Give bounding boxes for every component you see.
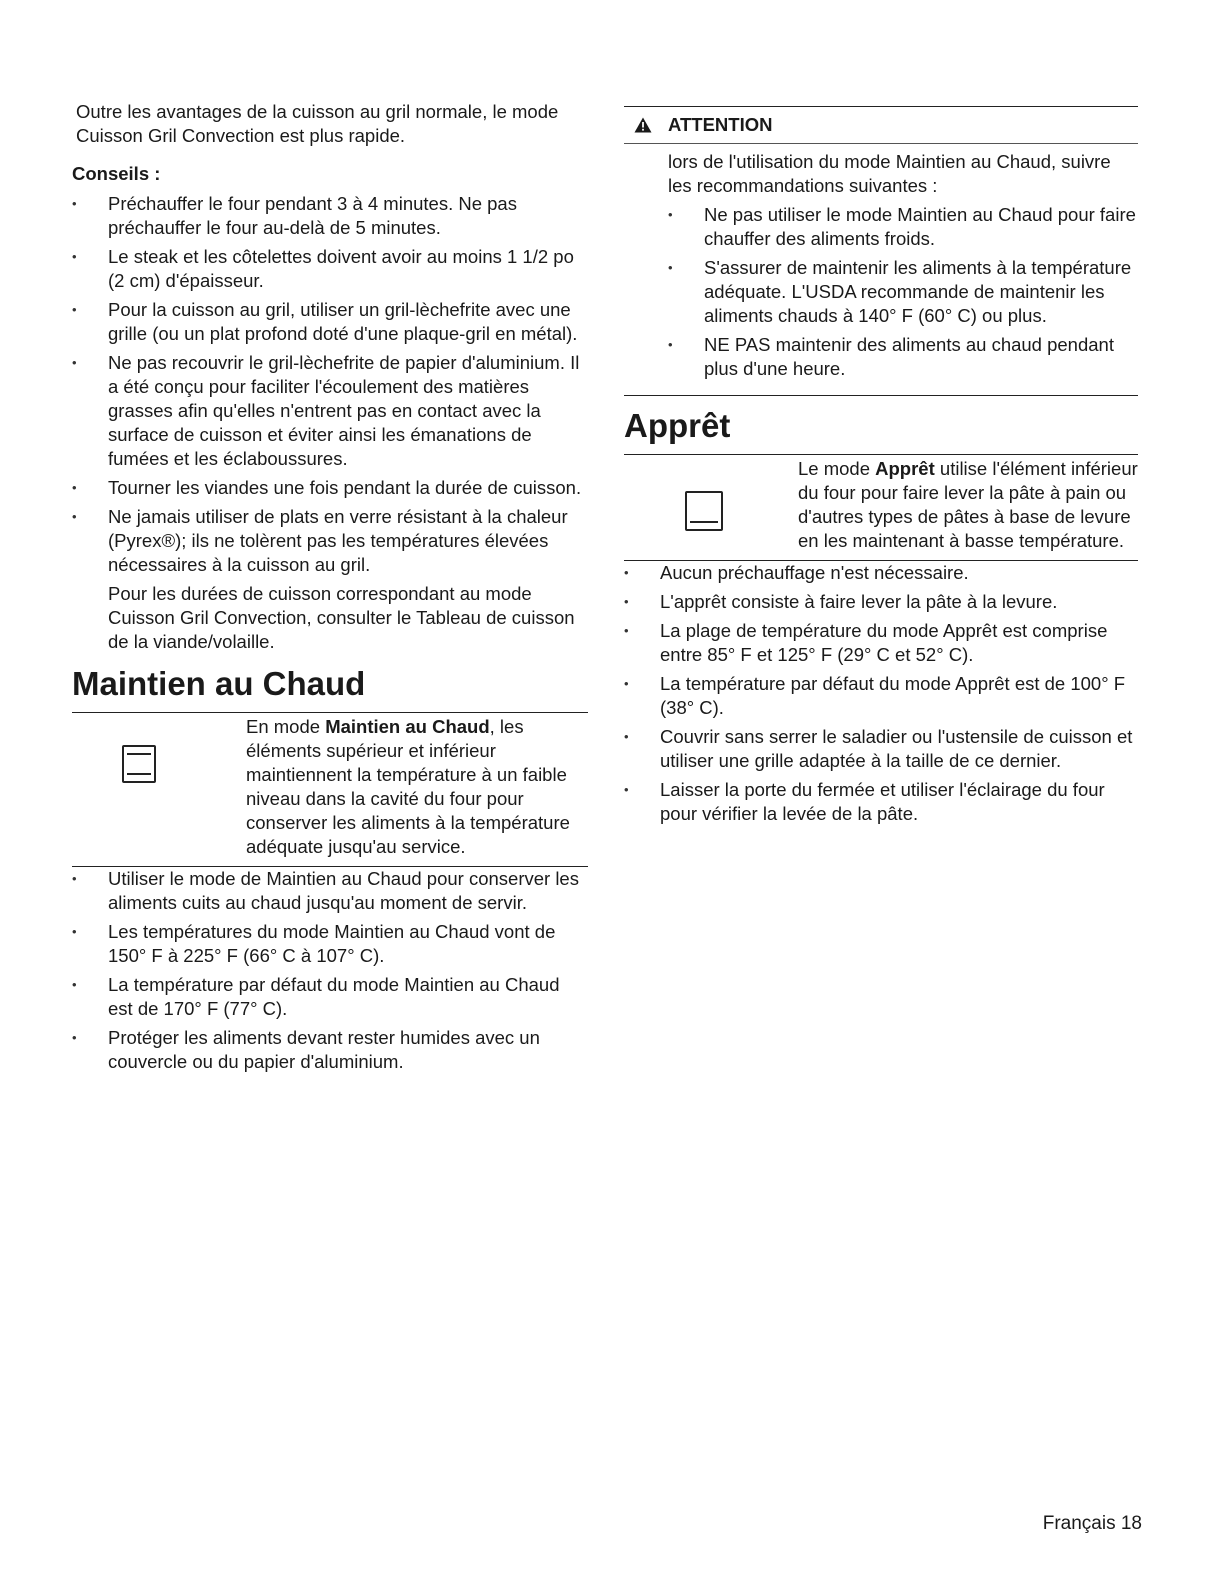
appret-mode-box	[624, 454, 1138, 561]
list-item: • Utiliser le mode de Maintien au Chaud pour conserver les aliments cuits au chaud jusqu'au moment de servir.	[72, 867, 588, 915]
list-item: • Ne jamais utiliser de plats en verre résistant à la chaleur (Pyrex®); ils ne tolèrent pas les températures élevées nécessaires à la cuisson au gril.	[72, 505, 588, 577]
list-item: • Tourner les viandes une fois pendant la durée de cuisson.	[72, 476, 588, 500]
maintien-mode-name: Maintien au Chaud	[325, 716, 490, 737]
maintien-description: En mode Maintien au Chaud, les éléments supérieur et inférieur maintiennent la température à un faible niveau dans la cavité du four pour conserver les aliments à la température adéquate jusqu'au service.	[246, 716, 570, 857]
intro-paragraph: Outre les avantages de la cuisson au gril normale, le mode Cuisson Gril Convection est plus rapide.	[76, 101, 559, 146]
list-item: • L'apprêt consiste à faire lever la pâte à la levure.	[624, 590, 1138, 614]
attention-title: ATTENTION	[668, 114, 773, 135]
list-item: • La température par défaut du mode Apprêt est de 100° F (38° C).	[624, 672, 1138, 720]
list-item: • Laisser la porte du fermée et utiliser l'éclairage du four pour vérifier la levée de la pâte.	[624, 778, 1138, 826]
left-column	[72, 100, 588, 1079]
list-item: • Ne pas utiliser le mode Maintien au Chaud pour faire chauffer des aliments froids.	[668, 203, 1138, 251]
attention-list	[668, 203, 1138, 381]
attention-box	[624, 106, 1138, 396]
maintien-heading: Maintien au Chaud	[72, 665, 366, 702]
right-column	[624, 106, 1138, 831]
conseils-list	[72, 192, 588, 577]
appret-heading: Apprêt	[624, 407, 731, 444]
list-item: • La plage de température du mode Apprêt est comprise entre 85° F et 125° F (29° C et 52° C).	[624, 619, 1138, 667]
attention-intro: lors de l'utilisation du mode Maintien au Chaud, suivre les recommandations suivantes :	[668, 151, 1111, 196]
list-item: • Ne pas recouvrir le gril-lèchefrite de papier d'aluminium. Il a été conçu pour faciliter l'écoulement des matières grasses afin qu'elles n'entrent pas en contact avec la surface de cuisson et éviter ainsi les émanations de fumées et les éclaboussures.	[72, 351, 588, 471]
oven-proof-icon	[685, 491, 723, 531]
appret-list	[624, 561, 1138, 826]
list-item: • Couvrir sans serrer le saladier ou l'ustensile de cuisson et utiliser une grille adaptée à la taille de ce dernier.	[624, 725, 1138, 773]
page-number: Français 18	[1042, 1513, 1142, 1534]
maintien-list	[72, 867, 588, 1074]
list-item: • NE PAS maintenir des aliments au chaud pendant plus d'une heure.	[668, 333, 1138, 381]
list-item: • Les températures du mode Maintien au Chaud vont de 150° F à 225° F (66° C à 107° C).	[72, 920, 588, 968]
list-item: • Préchauffer le four pendant 3 à 4 minutes. Ne pas préchauffer le four au-delà de 5 minutes.	[72, 192, 588, 240]
list-item: • Aucun préchauffage n'est nécessaire.	[624, 561, 1138, 585]
appret-description: Le mode Apprêt utilise l'élément inférieur du four pour faire lever la pâte à pain ou d'autres types de pâtes à base de levure en les maintenant à basse température.	[798, 458, 1138, 551]
cooking-chart-reference: Pour les durées de cuisson correspondant au mode Cuisson Gril Convection, consulter le Tableau de cuisson de la viande/volaille.	[108, 583, 575, 652]
conseils-heading: Conseils :	[72, 163, 161, 184]
appret-mode-name: Apprêt	[875, 458, 935, 479]
oven-warming-icon	[122, 745, 156, 783]
warning-triangle-icon	[634, 117, 652, 133]
list-item: • Protéger les aliments devant rester humides avec un couvercle ou du papier d'aluminium.	[72, 1026, 588, 1074]
list-item: • S'assurer de maintenir les aliments à la température adéquate. L'USDA recommande de maintenir les aliments chauds à 140° F (60° C) ou plus.	[668, 256, 1138, 328]
list-item: • Le steak et les côtelettes doivent avoir au moins 1 1/2 po (2 cm) d'épaisseur.	[72, 245, 588, 293]
list-item: • Pour la cuisson au gril, utiliser un gril-lèchefrite avec une grille (ou un plat profond doté d'une plaque-gril en métal).	[72, 298, 588, 346]
maintien-mode-box	[72, 712, 588, 867]
list-item: • La température par défaut du mode Maintien au Chaud est de 170° F (77° C).	[72, 973, 588, 1021]
